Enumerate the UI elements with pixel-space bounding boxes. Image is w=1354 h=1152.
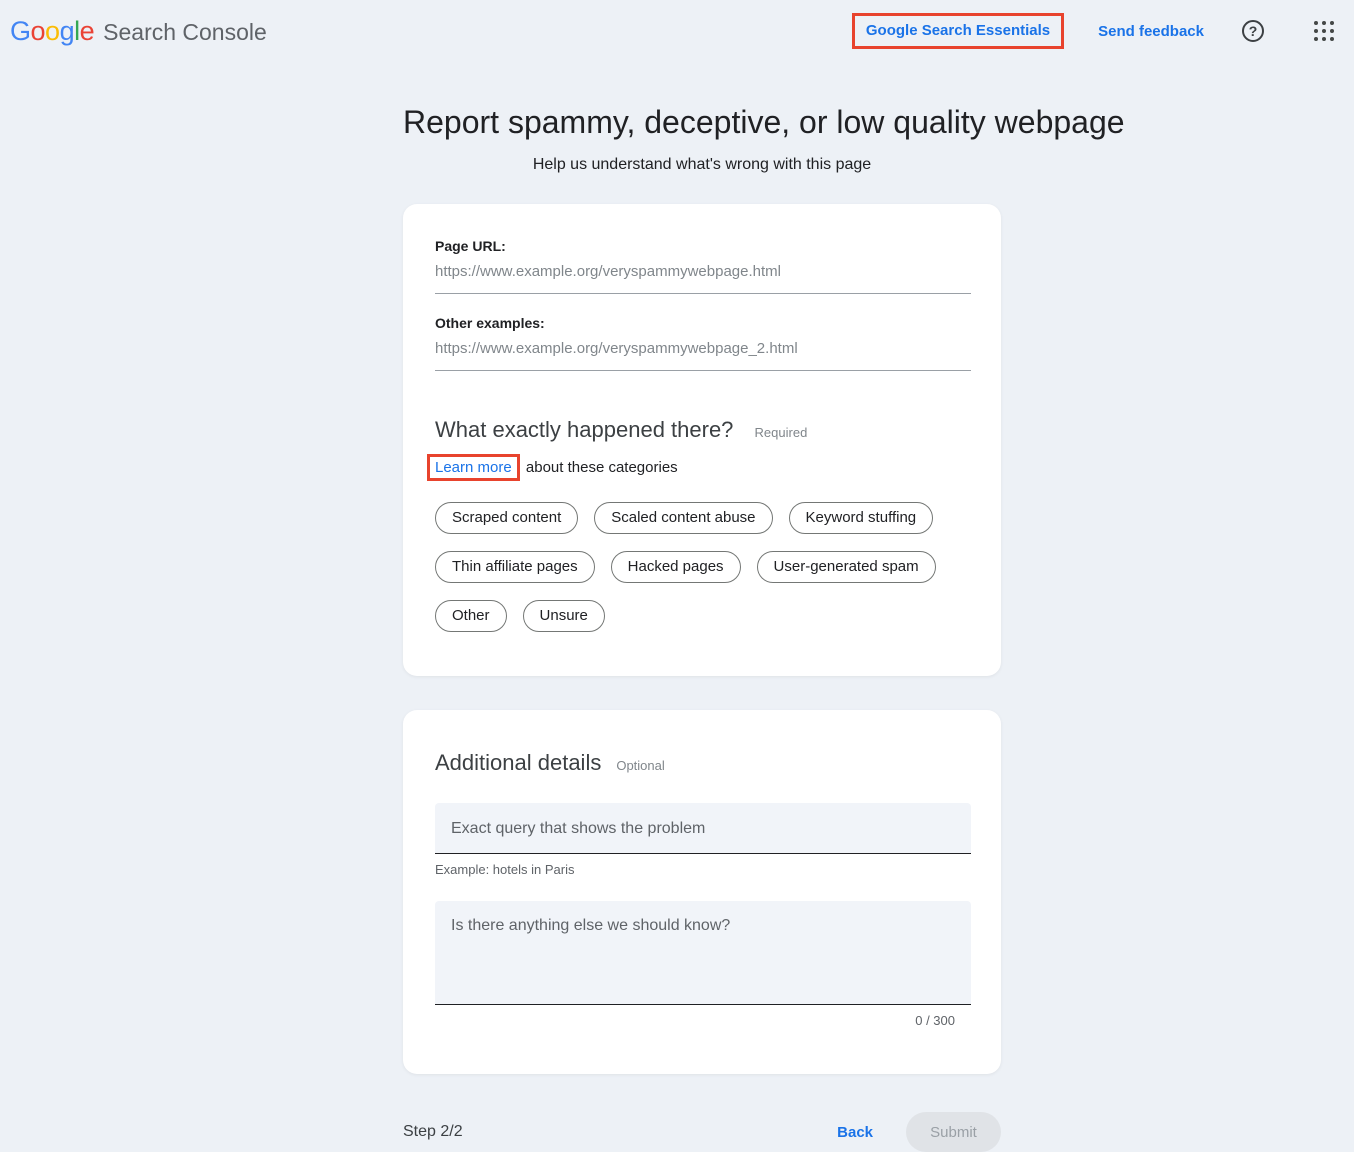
additional-details-card bbox=[403, 710, 1001, 1074]
optional-label: Optional bbox=[616, 758, 665, 773]
google-search-essentials-link[interactable]: Google Search Essentials bbox=[865, 22, 1051, 39]
exact-query-input[interactable] bbox=[435, 803, 971, 854]
category-chip[interactable]: Scraped content bbox=[435, 502, 578, 534]
page-url-field bbox=[435, 238, 971, 294]
other-examples-label: Other examples: bbox=[435, 315, 545, 331]
wizard-footer bbox=[403, 1112, 1001, 1152]
submit-button[interactable]: Submit bbox=[906, 1112, 1001, 1152]
search-console-logo[interactable] bbox=[10, 16, 267, 47]
apps-grid-icon[interactable] bbox=[1314, 21, 1334, 41]
step-indicator: Step 2/2 bbox=[403, 1123, 463, 1140]
learn-more-link[interactable]: Learn more bbox=[435, 459, 512, 476]
send-feedback-link[interactable]: Send feedback bbox=[1098, 22, 1204, 40]
page-title: Report spammy, deceptive, or low quality webpage bbox=[403, 104, 1125, 140]
app-header bbox=[0, 0, 1354, 62]
category-chip[interactable]: Other bbox=[435, 600, 507, 632]
page-url-label: Page URL: bbox=[435, 238, 506, 254]
category-chip[interactable]: Unsure bbox=[523, 600, 605, 632]
help-icon[interactable]: ? bbox=[1242, 20, 1264, 42]
page-url-value[interactable]: https://www.example.org/veryspammywebpage.html bbox=[435, 263, 971, 294]
question-title bbox=[435, 417, 971, 443]
header-actions bbox=[852, 13, 1338, 49]
product-name: Search Console bbox=[103, 18, 267, 45]
char-counter: 0 / 300 bbox=[915, 1013, 955, 1028]
google-logo-letters: Google bbox=[10, 15, 95, 46]
main-content bbox=[403, 104, 1125, 1152]
query-helper-text: Example: hotels in Paris bbox=[435, 862, 575, 877]
annotation-box-learn-more bbox=[427, 454, 520, 481]
category-chip[interactable]: User-generated spam bbox=[757, 551, 936, 583]
category-chips bbox=[435, 502, 955, 632]
other-examples-field bbox=[435, 315, 971, 371]
question-title-text: What exactly happened there? bbox=[435, 417, 734, 442]
category-chip[interactable]: Scaled content abuse bbox=[594, 502, 772, 534]
page-subtitle: Help us understand what's wrong with this page bbox=[532, 156, 872, 173]
category-chip[interactable]: Hacked pages bbox=[611, 551, 741, 583]
details-title: Additional details bbox=[435, 750, 602, 775]
category-chip[interactable]: Thin affiliate pages bbox=[435, 551, 595, 583]
learn-more-line bbox=[435, 459, 971, 476]
anything-else-textarea[interactable] bbox=[435, 901, 971, 1005]
other-examples-value[interactable]: https://www.example.org/veryspammywebpage_2.html bbox=[435, 340, 971, 371]
details-title-row bbox=[435, 750, 971, 776]
category-chip[interactable]: Keyword stuffing bbox=[789, 502, 934, 534]
annotation-box-essentials bbox=[852, 13, 1064, 49]
report-card bbox=[403, 204, 1001, 676]
back-button[interactable]: Back bbox=[837, 1123, 873, 1141]
learn-more-suffix: about these categories bbox=[525, 459, 678, 476]
required-label: Required bbox=[754, 425, 808, 440]
footer-actions bbox=[837, 1112, 1001, 1152]
